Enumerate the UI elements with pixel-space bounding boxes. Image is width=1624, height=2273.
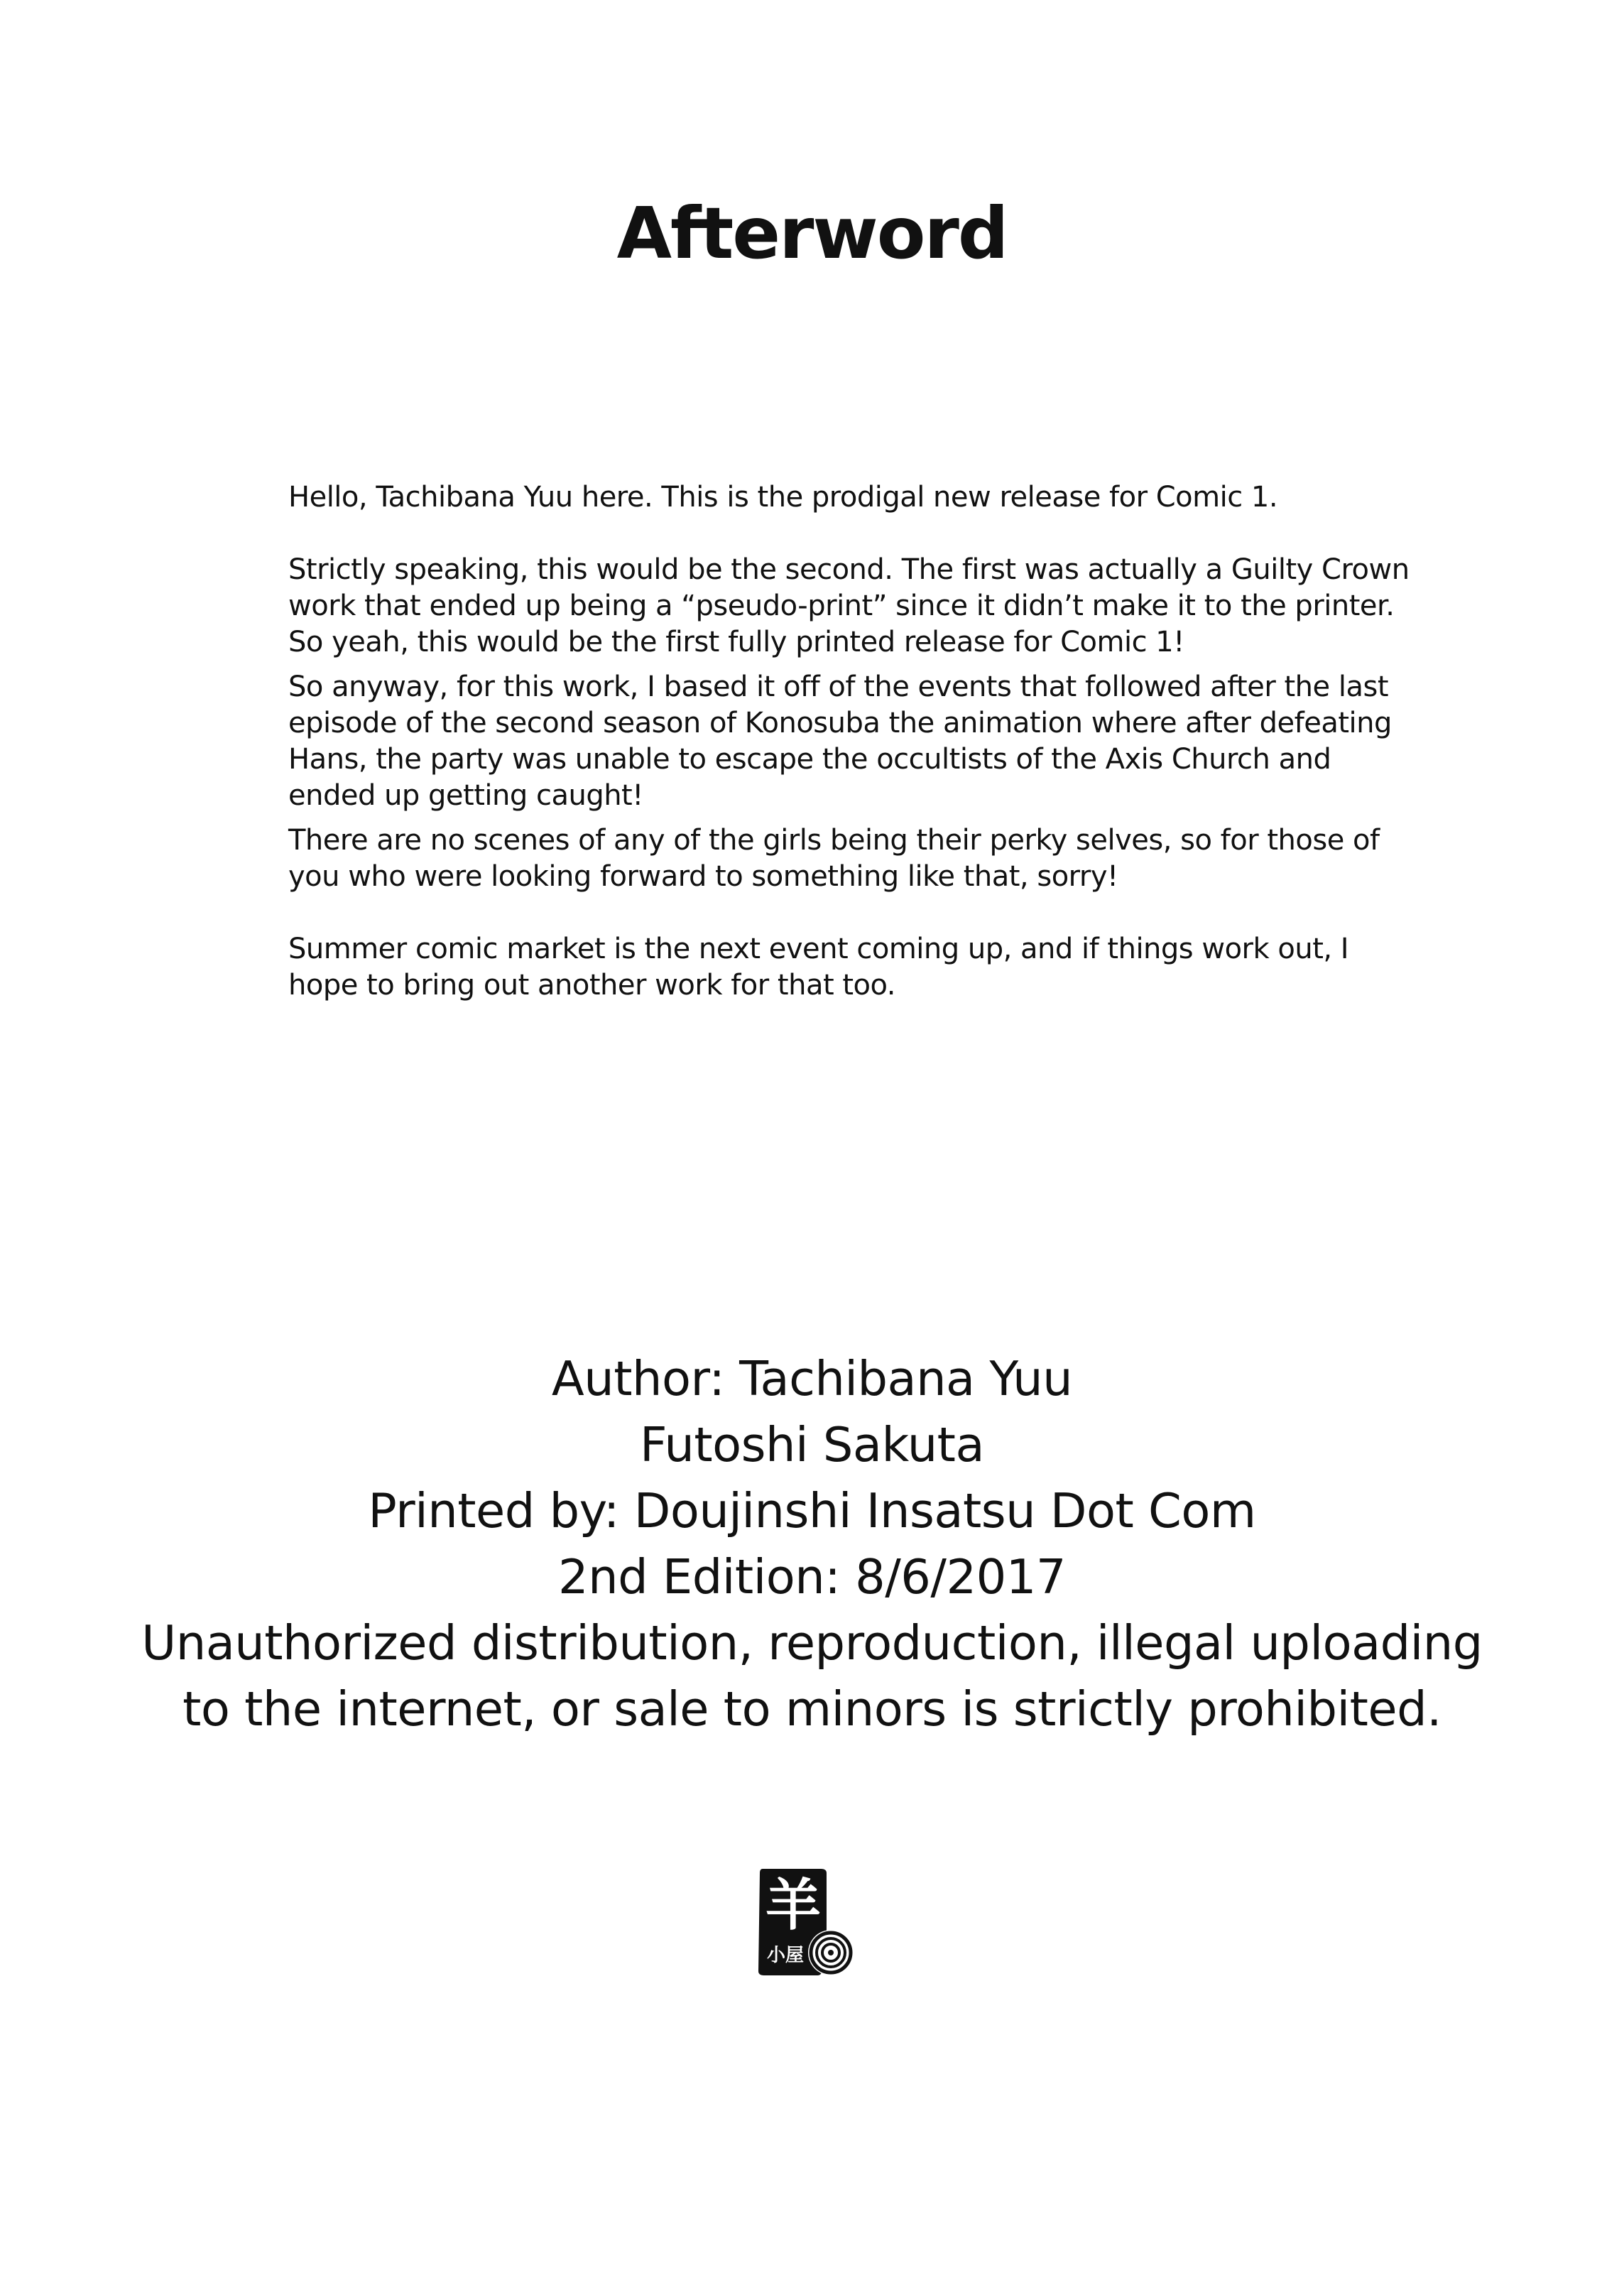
colophon (0, 1346, 1624, 1742)
colophon-author: Author: Tachibana Yuu (551, 1351, 1073, 1406)
paragraph-greeting: Hello, Tachibana Yuu here. This is the prodigal new release for Comic 1. (288, 481, 1278, 514)
colophon-printer: Printed by: Doujinshi Insatsu Dot Com (368, 1483, 1256, 1539)
paragraph-next-event: Summer comic market is the next event coming up, and if things work out, I hope to bring out another work for that too. (288, 933, 1349, 1002)
colophon-notice-line-1: Unauthorized distribution, reproduction, illegal uploading (141, 1615, 1483, 1671)
colophon-edition: 2nd Edition: 8/6/2017 (557, 1549, 1067, 1605)
logo-sub-text: 小屋 (766, 1945, 805, 1966)
paragraph-second-release: Strictly speaking, this would be the second. The first was actually a Guilty Crown work that ended up being a “pseudo-print” since it didn’t make it to the printer. So yeah, this would be the first fully printed release for Comic 1! (288, 553, 1410, 658)
circle-seal-logo-icon (753, 1865, 859, 1978)
paragraph-apology: There are no scenes of any of the girls being their perky selves, so for those of you who were looking forward to something like that, sorry! (288, 824, 1380, 893)
colophon-artist: Futoshi Sakuta (640, 1417, 984, 1472)
paragraph-story-basis: So anyway, for this work, I based it off of the events that followed after the last episode of the second season of Konosuba the animation where after defeating Hans, the party was unable to escape the occultists of the Axis Church and ended up getting caught! (288, 671, 1392, 812)
page-title: Afterword (616, 192, 1008, 275)
logo-main-glyph: 羊 (765, 1874, 822, 1938)
colophon-notice-line-2: to the internet, or sale to minors is strictly prohibited. (182, 1681, 1442, 1737)
afterword-body (288, 479, 1424, 1004)
